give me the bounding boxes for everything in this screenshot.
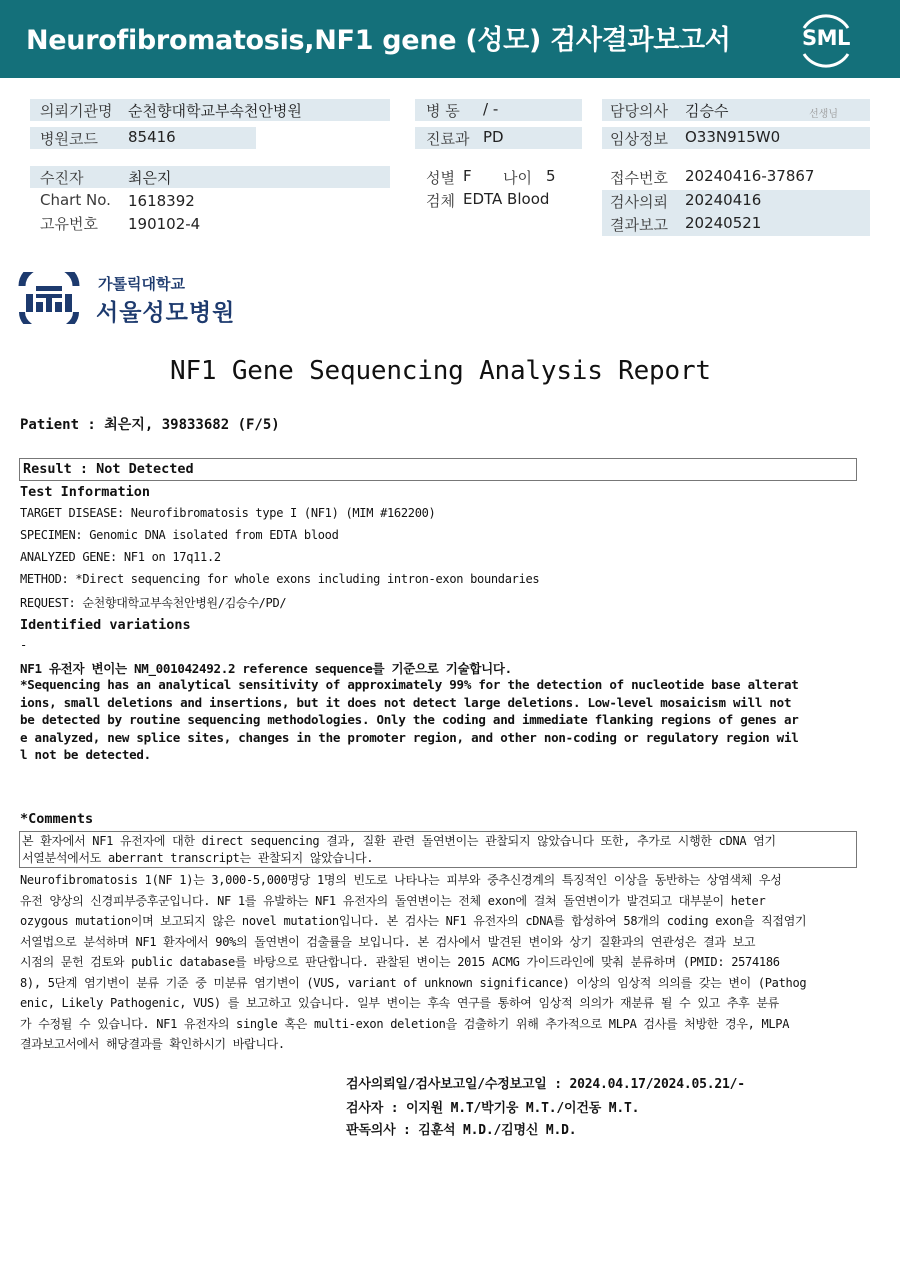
age-label: 나이 xyxy=(503,169,532,187)
hospital-logo-name: 서울성모병원 xyxy=(96,300,236,326)
unique-no-label: 고유번호 xyxy=(40,215,98,233)
reader-line: 판독의사 : 김훈석 M.D./김명신 M.D. xyxy=(346,1123,577,1138)
department-label: 진료과 xyxy=(426,130,470,148)
clinical-label: 임상정보 xyxy=(610,130,668,148)
patient-label: 수진자 xyxy=(40,169,84,187)
sml-logo-text: SML xyxy=(802,26,850,50)
request-date-label: 검사의뢰 xyxy=(610,193,668,211)
method-line: METHOD: *Direct sequencing for whole exons including intron-exon boundaries xyxy=(20,572,540,586)
report-date-value: 20240521 xyxy=(685,214,762,232)
sex-label: 성별 xyxy=(426,169,455,187)
target-disease-line: TARGET DISEASE: Neurofibromatosis type I (NF1) (MIM #162200) xyxy=(20,506,436,520)
comment-summary-box xyxy=(19,831,857,868)
clinical-value: O33N915W0 xyxy=(685,128,781,146)
hospital-code-value: 85416 xyxy=(128,128,176,146)
chart-no-value: 1618392 xyxy=(128,192,195,210)
institution-value: 순천향대학교부속천안병원 xyxy=(128,102,302,120)
sex-value: F xyxy=(463,167,472,185)
patient-bar xyxy=(30,166,390,188)
report-header xyxy=(0,0,900,78)
hospital-logo-university: 가톨릭대학교 xyxy=(98,275,185,293)
receipt-label: 접수번호 xyxy=(610,169,668,187)
age-value: 5 xyxy=(546,167,556,185)
result-text: Result : Not Detected xyxy=(23,461,194,477)
patient-value: 최은지 xyxy=(128,169,172,187)
hospital-code-label: 병원코드 xyxy=(40,130,98,148)
comments-heading: *Comments xyxy=(20,811,94,827)
test-information-heading: Test Information xyxy=(20,484,151,500)
physician-suffix: 선생님 xyxy=(809,109,838,120)
tester-line: 검사자 : 이지원 M.T/박기웅 M.T./이건동 M.T. xyxy=(346,1101,640,1116)
specimen-value: EDTA Blood xyxy=(463,190,550,208)
specimen-line: SPECIMEN: Genomic DNA isolated from EDTA blood xyxy=(20,528,339,542)
ward-value: / - xyxy=(483,100,499,118)
specimen-label: 검체 xyxy=(426,192,455,210)
dates-line: 검사의뢰일/검사보고일/수정보고일 : 2024.04.17/2024.05.21/- xyxy=(346,1077,745,1092)
request-date-value: 20240416 xyxy=(685,191,762,209)
result-box xyxy=(19,458,857,481)
identified-variations-value: - xyxy=(20,638,27,652)
comment-summary-text: 본 환자에서 NF1 유전자에 대한 direct sequencing 결과, 질환 관련 돌연변이는 관찰되지 않았습니다 또한, 추가로 시행한 cDNA 염기 서열분석에서도 aberrant transcript는 관찰되지 않았습니다. xyxy=(22,834,776,865)
sml-logo xyxy=(796,12,856,68)
unique-no-value: 190102-4 xyxy=(128,215,201,233)
catholic-university-emblem-icon xyxy=(18,272,80,324)
report-header-title: Neurofibromatosis,NF1 gene (성모) 검사결과보고서 xyxy=(26,25,731,56)
request-line: REQUEST: 순천향대학교부속천안병원/김승수/PD/ xyxy=(20,596,287,610)
receipt-value: 20240416-37867 xyxy=(685,167,815,185)
patient-line: Patient : 최은지, 39833682 (F/5) xyxy=(20,417,280,433)
physician-label: 담당의사 xyxy=(610,102,668,120)
report-title: NF1 Gene Sequencing Analysis Report xyxy=(170,356,711,386)
identified-variations-heading: Identified variations xyxy=(20,617,191,633)
chart-no-label: Chart No. xyxy=(40,191,111,209)
sensitivity-note: *Sequencing has an analytical sensitivity of approximately 99% for the detection of nucleotide base alterat ions, small deletions and insertions, but it does not detect large deletions. Low-level mosaicism will not be detected by routine sequencing methodologies. Only the coding and immediate flanking regions of genes ar e analyzed, new splice sites, changes in the promoter region, and other non-coding or regulatory region wil l not be detected. xyxy=(20,677,799,763)
report-date-label: 결과보고 xyxy=(610,216,668,234)
institution-label: 의뢰기관명 xyxy=(40,102,113,120)
physician-value: 김승수 xyxy=(685,102,729,120)
ward-label: 병 동 xyxy=(426,102,460,120)
reference-sequence-line: NF1 유전자 변이는 NM_001042492.2 reference sequence를 기준으로 기술합니다. xyxy=(20,661,512,676)
comment-body: Neurofibromatosis 1(NF 1)는 3,000-5,000명당 1명의 빈도로 나타나는 피부와 중추신경계의 특징적인 이상을 동반하는 상염색체 우성 유전 양상의 신경피부증후군입니다. NF 1를 유발하는 NF1 유전자의 돌연변이는 전체 exon에 걸쳐 돌연변이가 발견되고 대부분이 heter ozygous mutation이며 보고되지 않은 novel mutation입니다. 본 검사는 NF1 유전자의 cDNA를 합성하여 58개의 coding exon을 직접염기 서열법으로 분석하며 NF1 환자에서 90%의 돌연변이 검출률을 보입니다. 본 검사에서 발견된 변이와 상기 질환과의 연관성은 결과 보고 시점의 문헌 검토와 public database를 바탕으로 판단합니다. 관찰된 변이는 2015 ACMG 가이드라인에 맞춰 분류하며 (PMID: 2574186 8), 5단계 염기변이 분류 기준 중 미분류 염기변이 (VUS, variant of unknown significance) 이상의 임상적 의의를 갖는 변이 (Pathog enic, Likely Pathogenic, VUS) 를 보고하고 있습니다. 일부 변이는 후속 연구를 통하여 임상적 의의가 재분류 될 수 있고 추후 분류 가 수정될 수 있습니다. NF1 유전자의 single 혹은 multi-exon deletion을 검출하기 위해 추가적으로 MLPA 검사를 처방한 경우, MLPA 결과보고서에서 해당결과를 확인하시기 바랍니다. xyxy=(20,873,807,1051)
department-value: PD xyxy=(483,128,504,146)
analyzed-gene-line: ANALYZED GENE: NF1 on 17q11.2 xyxy=(20,550,221,564)
